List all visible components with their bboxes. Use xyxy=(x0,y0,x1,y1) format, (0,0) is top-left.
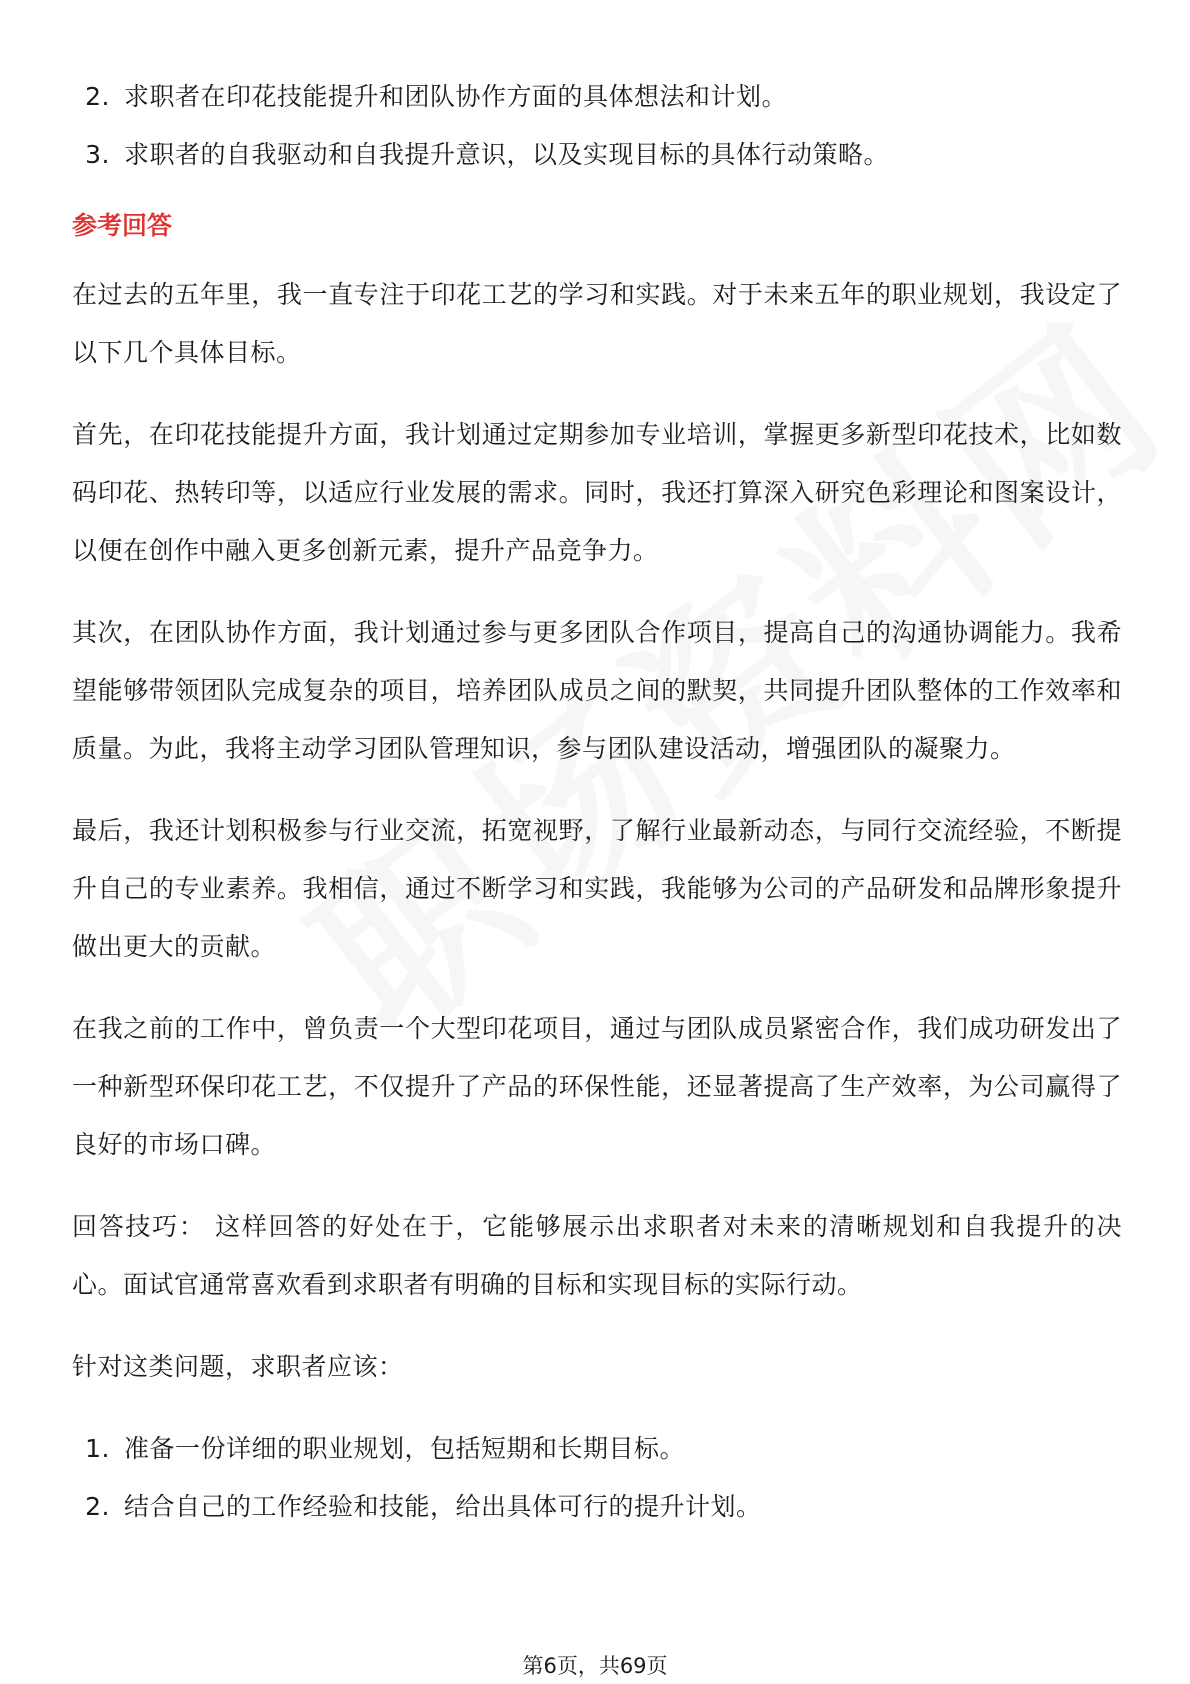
page-number: 第6页，共69页 xyxy=(522,1654,668,1678)
page-content xyxy=(72,68,1122,1536)
advice-list xyxy=(72,1420,1122,1536)
paragraph: 最后，我还计划积极参与行业交流，拓宽视野，了解行业最新动态，与同行交流经验，不断提升自己的专业素养。我相信，通过不断学习和实践，我能够为公司的产品研发和品牌形象提升做出更大的贡献。 xyxy=(72,816,1122,961)
paragraph: 首先，在印花技能提升方面，我计划通过定期参加专业培训，掌握更多新型印花技术，比如数码印花、热转印等，以适应行业发展的需求。同时，我还打算深入研究色彩理论和图案设计，以便在创作中融入更多创新元素，提升产品竞争力。 xyxy=(72,420,1122,565)
list-item-number: 3. xyxy=(85,140,110,169)
list-item-number: 2. xyxy=(85,82,110,111)
section-heading: 参考回答 xyxy=(72,211,173,240)
list-item-number: 1. xyxy=(85,1434,110,1463)
list-item-text: 准备一份详细的职业规划，包括短期和长期目标。 xyxy=(124,1434,686,1463)
question-points-list xyxy=(72,68,1122,184)
paragraph: 其次，在团队协作方面，我计划通过参与更多团队合作项目，提高自己的沟通协调能力。我希望能够带领团队完成复杂的项目，培养团队成员之间的默契，共同提升团队整体的工作效率和质量。为此，我将主动学习团队管理知识，参与团队建设活动，增强团队的凝聚力。 xyxy=(72,618,1122,763)
list-item-text: 求职者的自我驱动和自我提升意识，以及实现目标的具体行动策略。 xyxy=(124,140,890,169)
list-item xyxy=(72,126,1122,184)
list-item xyxy=(72,1420,1122,1478)
paragraph: 在我之前的工作中，曾负责一个大型印花项目，通过与团队成员紧密合作，我们成功研发出了一种新型环保印花工艺，不仅提升了产品的环保性能，还显著提高了生产效率，为公司赢得了良好的市场口碑。 xyxy=(72,1014,1122,1159)
list-item xyxy=(72,1478,1122,1536)
paragraph: 针对这类问题，求职者应该： xyxy=(72,1352,404,1381)
answer-tips-paragraph: 回答技巧： 这样回答的好处在于，它能够展示出求职者对未来的清晰规划和自我提升的决心。面试官通常喜欢看到求职者有明确的目标和实现目标的实际行动。 xyxy=(72,1212,1122,1299)
list-item xyxy=(72,68,1122,126)
list-item-text: 结合自己的工作经验和技能，给出具体可行的提升计划。 xyxy=(124,1492,762,1521)
list-item-text: 求职者在印花技能提升和团队协作方面的具体想法和计划。 xyxy=(124,82,788,111)
paragraph: 在过去的五年里，我一直专注于印花工艺的学习和实践。对于未来五年的职业规划，我设定了以下几个具体目标。 xyxy=(72,280,1122,367)
list-item-number: 2. xyxy=(85,1492,110,1521)
